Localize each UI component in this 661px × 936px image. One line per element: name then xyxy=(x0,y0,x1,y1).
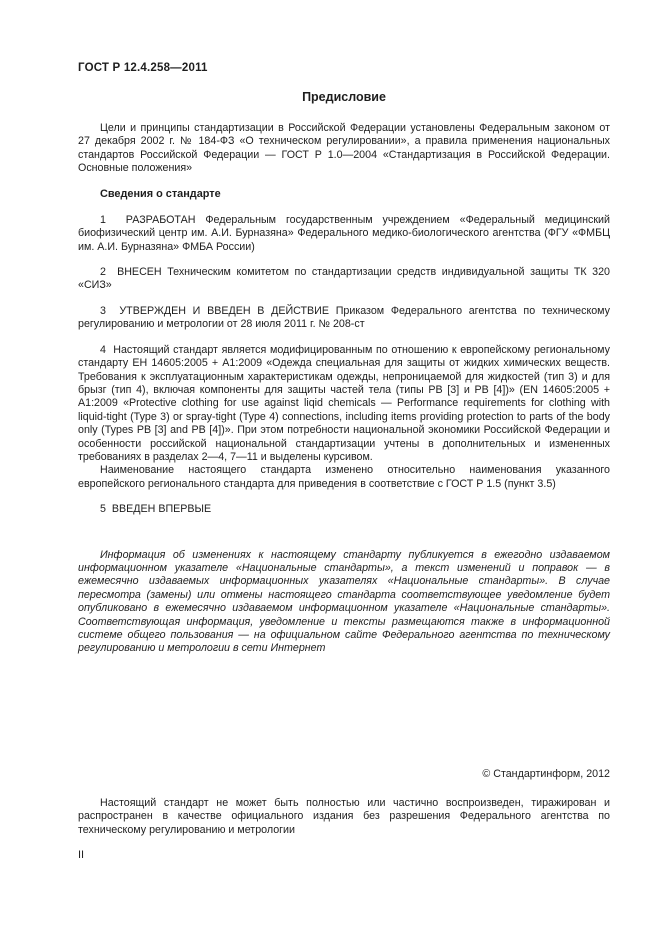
standard-info-item-2: 2 ВНЕСЕН Техническим комитетом по стандартизации средств индивидуальной защиты ТК 320 «СИЗ» xyxy=(78,266,610,292)
doc-number: ГОСТ Р 12.4.258—2011 xyxy=(78,62,208,74)
standard-info-item-3: 3 УТВЕРЖДЕН И ВВЕДЕН В ДЕЙСТВИЕ Приказом Федерального агентства по техническому регулированию и метрологии от 28 июля 2011 г. № 208-ст xyxy=(78,304,610,331)
standard-info-item-4-note: Наименование настоящего стандарта изменено относительно наименования указанного европейского регионального стандарта для приведения в соответствие с ГОСТ Р 1.5 (пункт 3.5) xyxy=(78,464,610,490)
reproduction-restriction: Настоящий стандарт не может быть полностью или частично воспроизведен, тиражирован и распространен в качестве официального издания без разрешения Федерального агентства по техническому регулированию и метрологии xyxy=(78,797,610,836)
section-heading: Сведения о стандарте xyxy=(100,188,221,201)
copyright-line: © Стандартинформ, 2012 xyxy=(482,768,610,780)
publication-notice: Информация об изменениях к настоящему стандарту публикуется в ежегодно издаваемом информационном указателе «Национальные стандарты», а текст изменений и поправок — в ежемесячно издаваемых информационных указателях «Национальные стандарты». В случае пересмотра (замены) или отмены настоящего стандарта соответствующее уведомление будет опубликовано в ежемесячно издаваемом информационном указателе «Национальные стандарты». Соответствующая информация, уведомление и тексты размещаются также в информационной системе общего пользования — на официальном сайте Федерального агентства по техническому регулированию и метрологии в сети Интернет xyxy=(78,548,610,655)
standard-info-item-5: 5 ВВЕДЕН ВПЕРВЫЕ xyxy=(100,503,212,516)
standard-info-item-4: 4 Настоящий стандарт является модифицированным по отношению к европейскому региональному стандарту ЕН 14605:2005 + А1:2009 «Одежда специальная для защиты от жидких химических веществ. Требования к эксплуатационным характеристикам одежды, непроницаемой для жидкостей (тип 3) и для брызг (тип 4), включая компоненты для защиты частей тела (типы РВ [3] и РВ [4])» (EN 14605:2005 + A1:2009 «Protective clothing for use against liqid chemicals — Performance requirements for clothing with liquid-tight (Type 3) or spray-tight (Type 4) connections, including items providing protection to parts of the body only (Types PB [3] and PB [4])». При этом потребности национальной экономики Российской Федерации и особенности российской национальной стандартизации учтены в дополнительных и измененных требованиях в разделах 2—4, 7—11 и выделены курсивом. xyxy=(78,343,610,463)
standard-info-item-1: 1 РАЗРАБОТАН Федеральным государственным учреждением «Федеральный медицинский биофизический центр им. А.И. Бурназяна» Федерального медико-биологического агентства (ФГУ «ФМБЦ им. А.И. Бурназяна» ФМБА России) xyxy=(78,213,610,253)
page-title: Предисловие xyxy=(302,90,386,105)
page-content xyxy=(78,62,610,656)
intro-paragraph: Цели и принципы стандартизации в Российской Федерации установлены Федеральным законом от 27 декабря 2002 г. № 184-ФЗ «О техническом регулировании», а правила применения национальных стандартов Российской Федерации — ГОСТ Р 1.0—2004 «Стандартизация в Российской Федерации. Основные положения» xyxy=(78,121,610,175)
page-number: II xyxy=(78,849,85,861)
